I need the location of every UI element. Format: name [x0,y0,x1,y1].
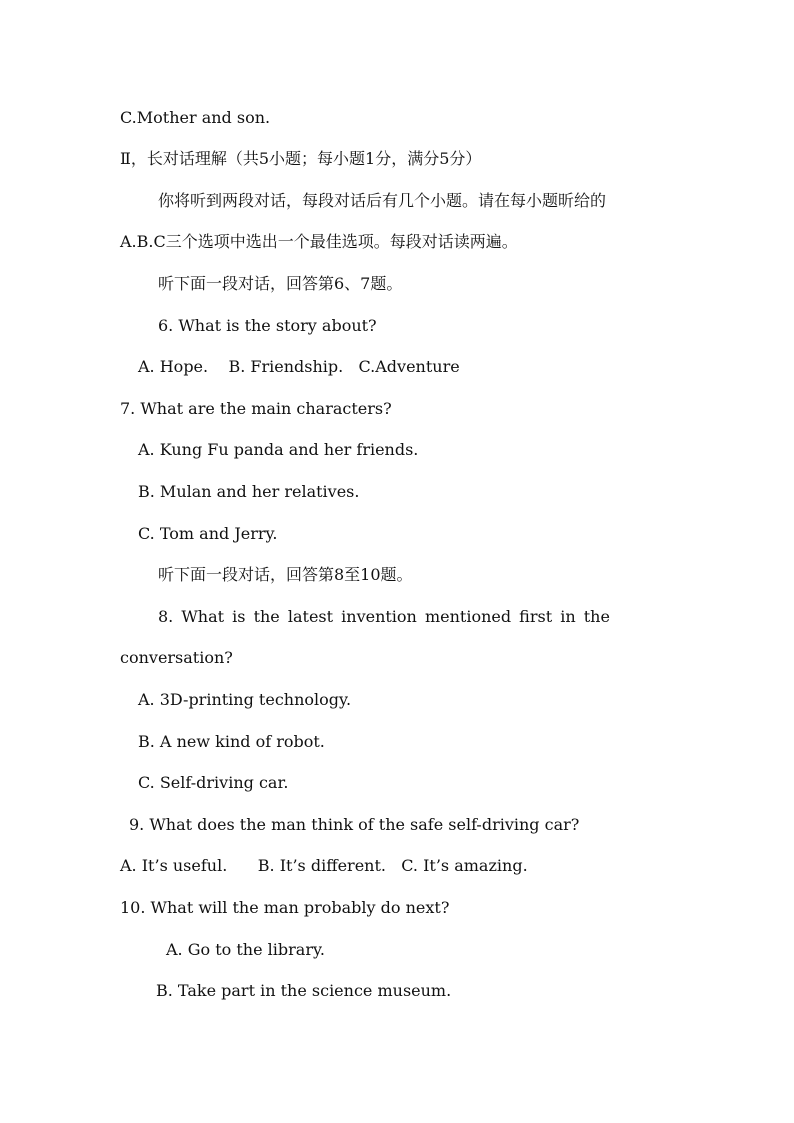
instruction-line-2: A.B.C三个选项中选出一个最佳选项。每段对话读两遍。 [120,232,518,251]
question-6-options: A. Hope. B. Friendship. C.Adventure [138,357,460,376]
question-7-option-c: C. Tom and Jerry. [138,524,278,543]
question-9-options: A. It’s useful. B. It’s different. C. It’s amazing. [120,856,528,875]
section-heading-long-dialogue: Ⅱ，长对话理解（共5小题；每小题1分，满分5分） [120,149,482,168]
question-9: 9. What does the man think of the safe self-driving car? [129,815,580,834]
question-10-option-b: B. Take part in the science museum. [156,981,452,1000]
question-7: 7. What are the main characters? [120,399,392,418]
question-8-continued: conversation? [120,648,233,667]
question-10: 10. What will the man probably do next? [120,898,450,917]
instruction-line-1: 你将听到两段对话，每段对话后有几个小题。请在每小题昕给的 [158,191,607,210]
question-10-option-a: A. Go to the library. [166,940,325,959]
question-8-option-c: C. Self-driving car. [138,773,289,792]
option-c-mother-and-son: C.Mother and son. [120,108,271,127]
question-6: 6. What is the story about? [158,316,377,335]
question-8-option-b: B. A new kind of robot. [138,732,325,751]
question-8-option-a: A. 3D-printing technology. [138,690,352,709]
dialogue-intro-6-7: 听下面一段对话，回答第6、7题。 [158,274,403,293]
question-7-option-a: A. Kung Fu panda and her friends. [138,440,419,459]
question-8: 8. What is the latest invention mentioned first in the [158,607,610,626]
dialogue-intro-8-10: 听下面一段对话，回答第8至10题。 [158,565,413,584]
question-7-option-b: B. Mulan and her relatives. [138,482,360,501]
